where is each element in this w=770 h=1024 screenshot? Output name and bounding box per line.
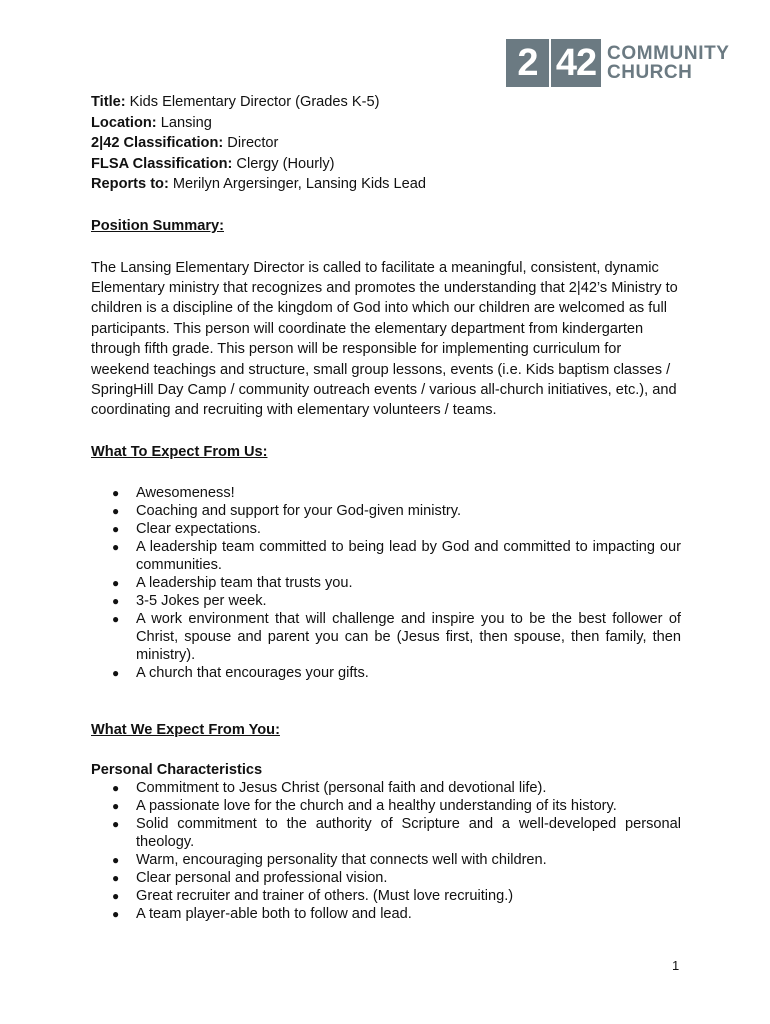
meta-classification	[91, 133, 681, 154]
list-item-text: Warm, encouraging personality that connects well with children.	[136, 852, 547, 868]
bullet-icon: ●	[112, 522, 120, 537]
list-item-text: Great recruiter and trainer of others. (Must love recruiting.)	[136, 888, 514, 904]
list-item-text: Awesomeness!	[136, 485, 235, 502]
list-item	[91, 574, 681, 592]
logo-wordmark	[607, 44, 730, 82]
meta-title-label: Title:	[91, 94, 126, 110]
meta-flsa-value: Clergy (Hourly)	[232, 155, 335, 172]
list-item	[91, 592, 681, 610]
expect-from-us-heading: What To Expect From Us:	[91, 443, 268, 460]
list-item	[91, 869, 681, 887]
expect-from-us-list	[91, 484, 681, 682]
meta-location-value: Lansing	[156, 114, 212, 131]
bullet-icon: ●	[112, 853, 120, 867]
list-item	[91, 538, 681, 574]
list-item-text: Coaching and support for your God-given ministry.	[136, 503, 462, 520]
document-body	[91, 92, 681, 923]
bullet-icon: ●	[112, 486, 120, 501]
list-item-text: Clear expectations.	[136, 521, 261, 538]
bullet-icon: ●	[112, 612, 120, 627]
bullet-icon: ●	[112, 871, 120, 885]
meta-reports-to-label: Reports to:	[91, 176, 169, 193]
list-item-text: Clear personal and professional vision.	[136, 870, 388, 886]
list-item-text: A leadership team committed to being lead by God and committed to impacting our communities.	[136, 539, 681, 574]
spacer	[91, 462, 681, 484]
meta-classification-value: Director	[223, 135, 279, 152]
expect-from-you-list	[91, 779, 681, 923]
bullet-icon: ●	[112, 907, 120, 921]
church-logo	[506, 39, 730, 87]
list-item	[91, 502, 681, 520]
meta-location-label: Location:	[91, 114, 157, 131]
spacer	[91, 682, 681, 720]
list-item-text: A church that encourages your gifts.	[136, 665, 369, 682]
list-item	[91, 905, 681, 923]
logo-line-church: CHURCH	[607, 62, 693, 83]
bullet-icon: ●	[112, 817, 120, 831]
spacer	[91, 195, 681, 216]
logo-line-community: COMMUNITY	[607, 43, 730, 64]
list-item	[91, 815, 681, 851]
list-item	[91, 664, 681, 682]
bullet-icon: ●	[112, 576, 120, 591]
meta-reports-to-value: Merilyn Argersinger, Lansing Kids Lead	[168, 176, 427, 193]
meta-location	[91, 113, 681, 134]
spacer	[91, 237, 681, 258]
list-item-text: 3-5 Jokes per week.	[136, 593, 267, 610]
list-item	[91, 851, 681, 869]
bullet-icon: ●	[112, 594, 120, 609]
list-item	[91, 520, 681, 538]
meta-flsa-label: FLSA Classification:	[91, 155, 233, 172]
job-meta	[91, 92, 681, 195]
logo-box-2: 2	[506, 39, 549, 87]
list-item-text: A work environment that will challenge and inspire you to be the best follower of Christ, spouse and parent you can be (Jesus first, then spouse, then family, then ministry).	[136, 611, 681, 664]
list-item-text: A team player-able both to follow and lead.	[136, 906, 412, 922]
position-summary-text: The Lansing Elementary Director is called to facilitate a meaningful, consistent, dynamic Elementary ministry that recognizes and promotes the understanding that 2|42’s Ministry to children is a discipline of the kingdom of God into which our children are welcomed as full participants. This person will coordinate the elementary department from kindergarten through fifth grade. This person will be responsible for implementing curriculum for weekend teachings and structure, small group lessons, events (i.e. Kids baptism classes / SpringHill Day Camp / community outreach events / various all-church initiatives, etc.), and coordinating and recruiting with elementary volunteers / teams.	[91, 259, 678, 419]
meta-classification-label: 2|42 Classification:	[91, 135, 224, 152]
bullet-icon: ●	[112, 889, 120, 903]
page-number: 1	[672, 958, 680, 973]
list-item-text: Solid commitment to the authority of Scripture and a well-developed personal theology.	[136, 816, 681, 850]
position-summary-heading: Position Summary:	[91, 217, 224, 234]
bullet-icon: ●	[112, 504, 120, 519]
list-item	[91, 797, 681, 815]
expect-from-you-heading: What We Expect From You:	[91, 722, 280, 739]
spacer	[91, 421, 681, 442]
bullet-icon: ●	[112, 781, 120, 795]
meta-reports-to	[91, 174, 681, 195]
meta-title	[91, 92, 681, 113]
bullet-icon: ●	[112, 540, 120, 555]
logo-box-42: 42	[551, 39, 601, 87]
list-item-text: A leadership team that trusts you.	[136, 575, 353, 592]
list-item	[91, 484, 681, 502]
list-item	[91, 779, 681, 797]
list-item	[91, 610, 681, 664]
meta-flsa	[91, 154, 681, 175]
spacer	[91, 741, 681, 761]
bullet-icon: ●	[112, 666, 120, 681]
personal-characteristics-heading: Personal Characteristics	[91, 762, 263, 778]
list-item-text: Commitment to Jesus Christ (personal faith and devotional life).	[136, 780, 547, 796]
meta-title-value: Kids Elementary Director (Grades K-5)	[125, 94, 380, 110]
list-item	[91, 887, 681, 905]
bullet-icon: ●	[112, 799, 120, 813]
list-item-text: A passionate love for the church and a healthy understanding of its history.	[136, 798, 617, 814]
